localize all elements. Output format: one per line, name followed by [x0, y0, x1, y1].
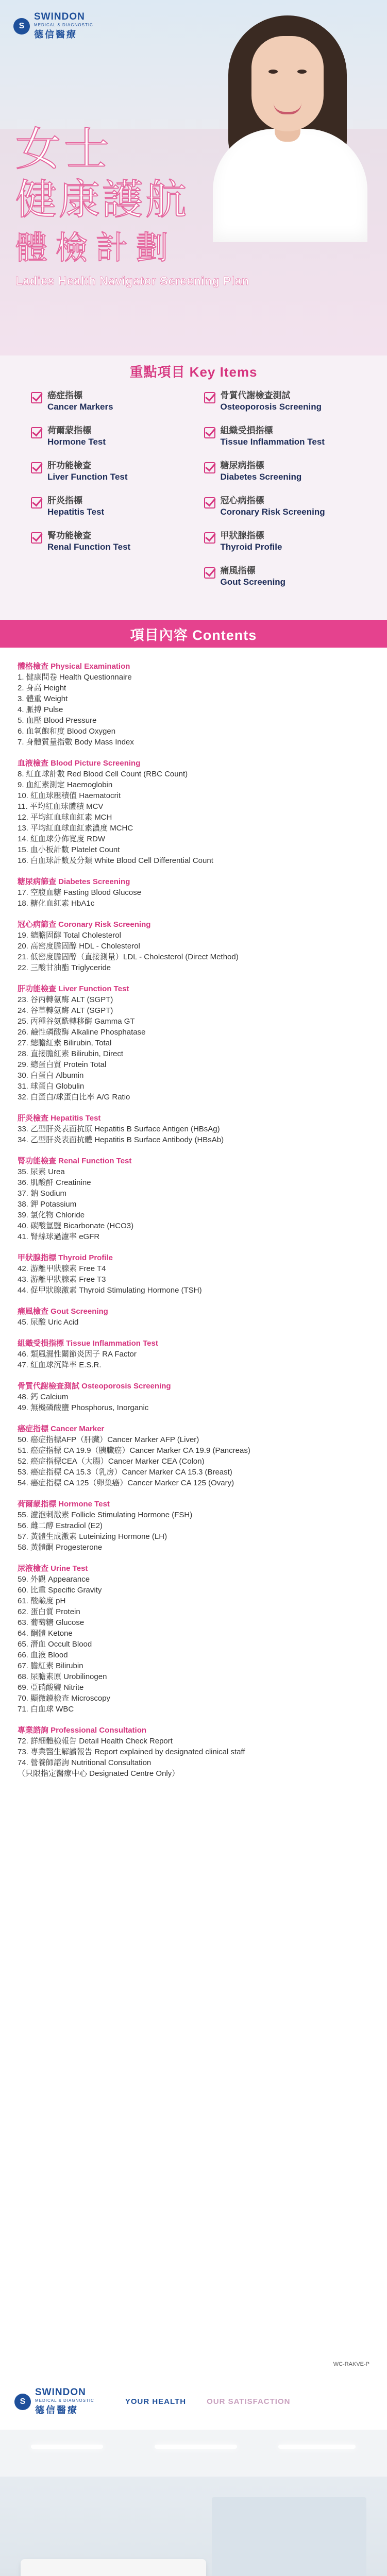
key-item-zh: 肝炎指標: [47, 496, 82, 505]
hero-title-en: Ladies Health Navigator Screening Plan: [15, 274, 249, 287]
hero-title-line-3: 體檢計劃: [15, 229, 177, 266]
key-item-zh: 荷爾蒙指標: [47, 426, 91, 435]
contents-item: 2. 身高 Height: [18, 684, 66, 692]
contents-item: 73. 專業醫生解讀報告 Report explained by designated clinical staff: [18, 1748, 245, 1756]
contents-item: 63. 葡萄糖 Glucose: [18, 1618, 85, 1627]
key-item: [204, 425, 357, 457]
contents-item: 7. 身體質量指數 Body Mass Index: [18, 738, 134, 747]
contents-item: 25. 丙種谷氨酰轉移酶 Gamma GT: [18, 1017, 135, 1026]
contents-group-title: 骨質代謝檢查測試 Osteoporosis Screening: [18, 1382, 171, 1391]
contents-group-title: 體格檢查 Physical Examination: [18, 662, 130, 671]
key-item: [31, 530, 183, 562]
contents-item: 59. 外觀 Appearance: [18, 1575, 90, 1584]
contents-group: [18, 876, 369, 909]
contents-item: 56. 雌二醇 Estradiol (E2): [18, 1521, 103, 1530]
contents-group: [18, 1499, 369, 1553]
contents-item: 43. 游離甲狀腺素 Free T3: [18, 1275, 106, 1284]
key-item-zh: 糖尿病指標: [220, 461, 264, 470]
contents-item: 61. 酸鹼度 pH: [18, 1597, 66, 1605]
brand-subtitle: MEDICAL & DIAGNOSTIC: [34, 23, 93, 27]
contents-item: 11. 平均紅血球體積 MCV: [18, 802, 104, 811]
brand-name-en: SWINDON: [34, 11, 85, 22]
hero-title-line-1: 女士: [15, 123, 113, 176]
contents-item: 62. 蛋白質 Protein: [18, 1607, 80, 1616]
clinic-lobby-photo: [0, 2430, 387, 2576]
key-item-en: Hepatitis Test: [47, 507, 105, 517]
checkbox-icon: [204, 392, 215, 403]
contents-item: 69. 亞硝酸鹽 Nitrite: [18, 1683, 84, 1692]
nav-our-satisfaction[interactable]: OUR SATISFACTION: [207, 2397, 291, 2406]
contents-item: 20. 高密度膽固醇 HDL - Cholesterol: [18, 942, 140, 951]
contents-item: 4. 脈搏 Pulse: [18, 705, 63, 714]
contents-item: 55. 濾泡刺激素 Follicle Stimulating Hormone (FSH): [18, 1511, 193, 1519]
contents-item: 28. 直接膽紅素 Bilirubin, Direct: [18, 1049, 124, 1058]
contents-group-title: 肝炎檢查 Hepatitis Test: [18, 1114, 101, 1123]
contents-group: [18, 1306, 369, 1328]
logo-mark-icon: S: [14, 2394, 31, 2410]
contents-group: [18, 1423, 369, 1488]
brand-name-zh: 德信醫療: [34, 29, 77, 40]
contents-item: 10. 紅血球壓積值 Haematocrit: [18, 791, 121, 800]
contents-item: 31. 球蛋白 Globulin: [18, 1082, 85, 1091]
checkbox-icon: [31, 392, 42, 403]
contents-item: 21. 低密度膽固醇（直接測量）LDL - Cholesterol (Direct Method): [18, 953, 239, 961]
contents-section: [0, 648, 387, 2374]
contents-item: 17. 空腹血糖 Fasting Blood Glucose: [18, 888, 142, 897]
contents-group-title: 糖尿病篩查 Diabetes Screening: [18, 877, 130, 886]
key-item-en: Renal Function Test: [47, 542, 131, 552]
contents-item: 14. 紅血球分佈寬度 RDW: [18, 835, 106, 843]
contents-item: 24. 谷草轉氨酶 ALT (SGPT): [18, 1006, 113, 1015]
contents-item: 35. 尿素 Urea: [18, 1167, 65, 1176]
contents-item: 52. 癌症指標CEA（大腸）Cancer Marker CEA (Colon): [18, 1457, 205, 1466]
contents-item: 15. 血小板計數 Platelet Count: [18, 845, 120, 854]
contents-item: 42. 游離甲狀腺素 Free T4: [18, 1264, 106, 1273]
checkbox-icon: [204, 532, 215, 544]
contents-item: 16. 白血球計數及分類 White Blood Cell Differential Count: [18, 856, 213, 865]
logo-mark-icon: S: [13, 18, 30, 35]
key-items-section: [15, 362, 372, 597]
checkbox-icon: [204, 497, 215, 509]
contents-item: 66. 血液 Blood: [18, 1651, 68, 1659]
key-item: [204, 390, 357, 422]
contents-item: 27. 總膽紅素 Bilirubin, Total: [18, 1039, 112, 1047]
contents-item: 19. 總膽固醇 Total Cholesterol: [18, 931, 121, 940]
brand-name-zh: 德信醫療: [35, 2405, 78, 2415]
contents-group: [18, 1381, 369, 1413]
top-nav: [0, 2374, 387, 2430]
brand-name-en: SWINDON: [35, 2387, 86, 2398]
contents-item: 65. 潛血 Occult Blood: [18, 1640, 92, 1649]
checkbox-icon: [31, 497, 42, 509]
key-item-en: Osteoporosis Screening: [220, 402, 322, 412]
key-item-en: Cancer Markers: [47, 402, 113, 412]
nav-brand-logo[interactable]: [14, 2387, 94, 2416]
contents-group-title: 荷爾蒙指標 Hormone Test: [18, 1500, 110, 1509]
contents-item: 64. 酮體 Ketone: [18, 1629, 73, 1638]
contents-group-title: 癌症指標 Cancer Marker: [18, 1425, 105, 1433]
contents-item: 34. 乙型肝炎表面抗體 Hepatitis B Surface Antibody (HBsAb): [18, 1136, 224, 1144]
contents-item: 22. 三酸甘油酯 Triglyceride: [18, 963, 111, 972]
key-item: [204, 495, 357, 527]
contents-item: 44. 促甲狀腺激素 Thyroid Stimulating Hormone (TSH): [18, 1286, 202, 1295]
contents-group: [18, 1156, 369, 1242]
key-item-en: Tissue Inflammation Test: [220, 437, 325, 447]
checkbox-icon: [204, 462, 215, 473]
contents-item: 46. 類風濕性關節炎因子 RA Factor: [18, 1350, 137, 1359]
key-item-en: Coronary Risk Screening: [220, 507, 325, 517]
brand-logo[interactable]: [13, 11, 93, 41]
contents-item: （只限指定醫療中心 Designated Centre Only）: [18, 1769, 180, 1778]
contents-item: 6. 血氧飽和度 Blood Oxygen: [18, 727, 116, 736]
contents-group-title: 痛風檢查 Gout Screening: [18, 1307, 108, 1316]
checkbox-icon: [204, 427, 215, 438]
contents-group: [18, 919, 369, 973]
contents-group: [18, 1252, 369, 1296]
contents-item: 38. 鉀 Potassium: [18, 1200, 77, 1209]
key-item-zh: 痛風指標: [220, 566, 256, 575]
contents-item: 50. 癌症指標AFP（肝臟）Cancer Marker AFP (Liver): [18, 1435, 199, 1444]
contents-item: 74. 營養師諮詢 Nutritional Consultation: [18, 1758, 152, 1767]
contents-group: [18, 1338, 369, 1370]
key-item: [204, 460, 357, 492]
contents-item: 9. 血紅素測定 Haemoglobin: [18, 781, 113, 789]
contents-group-title: 肝功能檢查 Liver Function Test: [18, 985, 129, 993]
contents-item: 40. 碳酸氫鹽 Bicarbonate (HCO3): [18, 1222, 134, 1230]
contents-item: 3. 體重 Weight: [18, 694, 68, 703]
contents-group: [18, 984, 369, 1103]
contents-group: [18, 1563, 369, 1715]
key-item-en: Liver Function Test: [47, 472, 128, 482]
key-item-zh: 腎功能檢查: [47, 531, 91, 540]
hero-title: [15, 124, 249, 288]
contents-item: 51. 癌症指標 CA 19.9（胰臟癌）Cancer Marker CA 19.9 (Pancreas): [18, 1446, 250, 1455]
contents-group: [18, 1725, 369, 1779]
contents-item: 45. 尿酸 Uric Acid: [18, 1318, 79, 1327]
contents-item: 70. 顯微鏡檢查 Microscopy: [18, 1694, 111, 1703]
key-item-zh: 骨質代謝檢查測試: [220, 391, 291, 400]
key-item-en: Thyroid Profile: [220, 542, 282, 552]
key-item: [31, 495, 183, 527]
contents-item: 41. 腎絲球過濾率 eGFR: [18, 1232, 100, 1241]
contents-item: 67. 膽紅素 Bilirubin: [18, 1662, 83, 1670]
key-item-en: Gout Screening: [220, 577, 286, 587]
contents-item: 72. 詳細體檢報告 Detail Health Check Report: [18, 1737, 173, 1745]
key-items-title: 重點項目 Key Items: [129, 364, 258, 380]
key-item: [31, 460, 183, 492]
contents-group: [18, 758, 369, 866]
contents-item: 49. 無機磷酸鹽 Phosphorus, Inorganic: [18, 1403, 149, 1412]
nav-your-health[interactable]: YOUR HEALTH: [125, 2397, 187, 2406]
contents-group-title: 冠心病篩查 Coronary Risk Screening: [18, 920, 151, 929]
contents-item: 68. 尿膽素原 Urobilinogen: [18, 1672, 107, 1681]
contents-item: 12. 平均紅血球血紅素 MCH: [18, 813, 112, 822]
checkbox-icon: [31, 462, 42, 473]
contents-group-title: 甲狀腺指標 Thyroid Profile: [18, 1253, 113, 1262]
contents-item: 29. 總蛋白質 Protein Total: [18, 1060, 107, 1069]
contents-item: 32. 白蛋白/球蛋白比率 A/G Ratio: [18, 1093, 130, 1101]
key-item-zh: 冠心病指標: [220, 496, 264, 505]
contents-item: 36. 肌酸酐 Creatinine: [18, 1178, 91, 1187]
contents-group: [18, 1113, 369, 1145]
contents-item: 1. 健康問卷 Health Questionnaire: [18, 673, 132, 682]
key-items-grid: [15, 390, 372, 597]
contents-item: 71. 白血球 WBC: [18, 1705, 74, 1714]
key-item-zh: 甲狀腺指標: [220, 531, 264, 540]
key-item-zh: 癌症指標: [47, 391, 82, 400]
contents-item: 23. 谷丙轉氨酶 ALT (SGPT): [18, 995, 113, 1004]
contents-item: 26. 鹼性磷酸酶 Alkaline Phosphatase: [18, 1028, 146, 1037]
contents-item: 53. 癌症指標 CA 15.3（乳房）Cancer Marker CA 15.3 (Breast): [18, 1468, 232, 1477]
contents-group-title: 尿液檢查 Urine Test: [18, 1564, 88, 1573]
key-item: [204, 565, 357, 597]
contents-header: 項目內容 Contents: [0, 620, 387, 648]
key-item: [31, 390, 183, 422]
contents-item: 13. 平均紅血球血紅素濃度 MCHC: [18, 824, 133, 833]
contents-list: [18, 661, 369, 1779]
key-item-en: Hormone Test: [47, 437, 106, 447]
contents-item: 54. 癌症指標 CA 125（卵巢癌）Cancer Marker CA 125 (Ovary): [18, 1479, 234, 1487]
contents-item: 33. 乙型肝炎表面抗原 Hepatitis B Surface Antigen (HBsAg): [18, 1125, 220, 1133]
contents-item: 8. 紅血球計數 Red Blood Cell Count (RBC Count): [18, 770, 188, 778]
checkbox-icon: [204, 567, 215, 579]
key-item: [31, 425, 183, 457]
hero-banner: [0, 0, 387, 355]
checkbox-icon: [31, 427, 42, 438]
contents-group-title: 組織受損指標 Tissue Inflammation Test: [18, 1339, 158, 1348]
about-panel: [0, 2374, 387, 2576]
contents-item: 48. 鈣 Calcium: [18, 1393, 69, 1401]
contents-item: 57. 黃體生成激素 Luteinizing Hormone (LH): [18, 1532, 167, 1541]
contents-group-title: 血液檢查 Blood Picture Screening: [18, 759, 141, 768]
hero-title-line-2: 健康護航: [15, 176, 189, 224]
contents-group-title: 專業諮詢 Professional Consultation: [18, 1726, 147, 1735]
contents-item: 18. 糖化血紅素 HbA1c: [18, 899, 95, 908]
contents-item: 58. 黃體酮 Progesterone: [18, 1543, 103, 1552]
contents-item: 47. 紅血球沉降率 E.S.R.: [18, 1361, 102, 1369]
contents-item: 39. 氯化物 Chloride: [18, 1211, 85, 1219]
brand-subtitle: MEDICAL & DIAGNOSTIC: [35, 2398, 94, 2403]
contents-item: 37. 鈉 Sodium: [18, 1189, 67, 1198]
document-code: WC-RAKVE-P: [333, 2361, 369, 2367]
contents-item: 5. 血壓 Blood Pressure: [18, 716, 97, 725]
contents-item: 60. 比重 Specific Gravity: [18, 1586, 102, 1595]
key-item-zh: 肝功能檢查: [47, 461, 91, 470]
contents-group-title: 腎功能檢查 Renal Function Test: [18, 1157, 132, 1165]
key-item-zh: 組織受損指標: [220, 426, 273, 435]
contents-group: [18, 661, 369, 748]
key-item: [204, 530, 357, 562]
key-item-en: Diabetes Screening: [220, 472, 302, 482]
contents-item: 30. 白蛋白 Albumin: [18, 1071, 84, 1080]
checkbox-icon: [31, 532, 42, 544]
